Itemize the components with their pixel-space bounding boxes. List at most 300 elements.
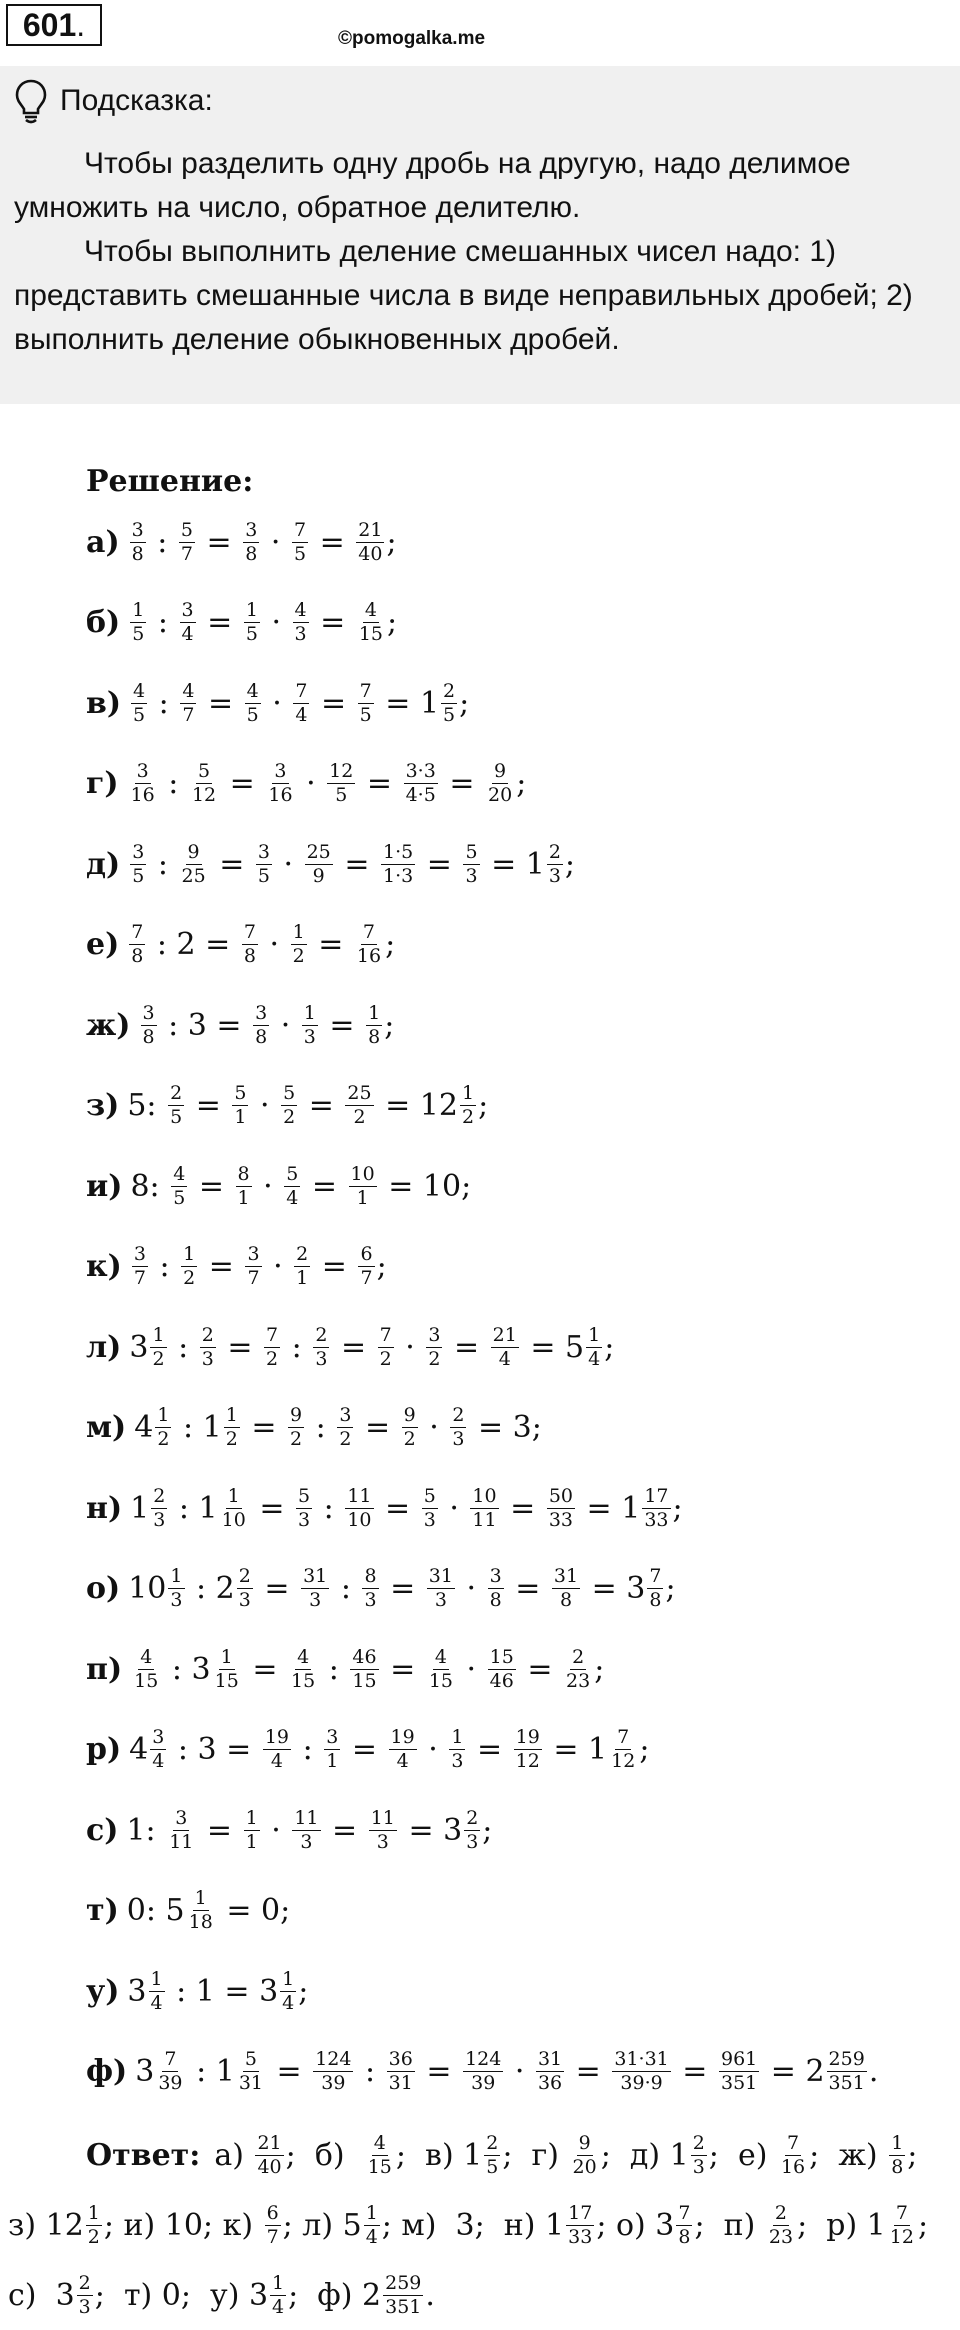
math-text: = (189, 1168, 234, 1204)
denominator: 39 (321, 2072, 346, 2095)
numerator: 5 (234, 1082, 247, 1105)
fraction (358, 679, 374, 726)
math-text: · (273, 846, 303, 882)
denominator: 12 (611, 1750, 636, 1773)
numerator: 4 (364, 599, 377, 622)
math-text: · (456, 1571, 486, 1607)
numerator: 7 (266, 1323, 279, 1346)
numerator: 4 (140, 1645, 153, 1668)
denominator: 40 (358, 542, 383, 565)
fraction (281, 1084, 297, 1127)
math-text: з) 12 (8, 2207, 84, 2243)
denominator: 23 (768, 2225, 794, 2248)
fraction (237, 1567, 253, 1610)
math-text: · (296, 766, 326, 802)
denominator: 9 (312, 864, 325, 887)
math-text: · (261, 524, 290, 560)
denominator: 3 (238, 1589, 251, 1612)
fraction (369, 1806, 397, 1853)
answer-line (8, 2190, 958, 2260)
row-label: с) (86, 1812, 119, 1848)
row-expression (128, 601, 397, 644)
math-text: ; г) (502, 2137, 569, 2173)
numerator: 4 (297, 1645, 310, 1668)
denominator: 4 (272, 2295, 285, 2318)
numerator: 1 (461, 1082, 475, 1105)
numerator: 7 (617, 1726, 630, 1749)
numerator: 3 (133, 1243, 146, 1266)
denominator: 5 (257, 864, 270, 887)
numerator: 2 (466, 1806, 479, 1829)
math-text: = (467, 1732, 512, 1768)
denominator: 3 (452, 1428, 465, 1451)
row-label: о) (86, 1571, 121, 1607)
denominator: 5 (486, 2155, 499, 2178)
denominator: 3 (303, 1025, 316, 1048)
denominator: 36 (537, 2072, 563, 2095)
row-label: л) (86, 1329, 122, 1365)
numerator: 3 (255, 1001, 268, 1024)
math-text: = (342, 1732, 387, 1768)
denominator: 3 (201, 1347, 214, 1370)
numerator: 9 (494, 760, 507, 783)
fraction (288, 1406, 304, 1449)
numerator: 50 (548, 1484, 574, 1507)
row-label: ф) (86, 2054, 128, 2090)
fraction (514, 1728, 542, 1771)
math-text: ; м) 3; н) 1 (381, 2207, 565, 2243)
denominator: 39 (471, 2072, 496, 2095)
denominator: 15 (352, 1669, 377, 1692)
denominator: 2 (403, 1428, 416, 1451)
denominator: 2 (283, 1106, 296, 1129)
denominator: 3 (170, 1589, 183, 1612)
math-text: ; (604, 1329, 615, 1365)
math-text: · (261, 605, 291, 641)
math-text: : 1 (169, 1490, 218, 1526)
denominator: 15 (367, 2155, 392, 2178)
row-label: а) (86, 524, 120, 560)
math-text: ; (516, 766, 527, 802)
fraction (345, 1484, 373, 1531)
row-expression (127, 1889, 290, 1932)
hint-panel (0, 66, 960, 404)
fraction (362, 1567, 378, 1610)
denominator: 2 (292, 945, 305, 968)
row-expression (127, 1967, 309, 2014)
math-text: · (271, 1007, 300, 1043)
fraction (364, 2201, 380, 2248)
numerator: 7 (379, 1323, 392, 1346)
fraction (130, 840, 146, 887)
fraction (150, 1728, 166, 1771)
fraction (676, 2201, 692, 2248)
solution-row (86, 1146, 956, 1227)
fraction (244, 1806, 260, 1853)
math-text: = (249, 1490, 295, 1526)
math-text: ; (907, 2137, 918, 2173)
math-text: 1: (126, 1812, 166, 1848)
math-text: ; п) (694, 2207, 765, 2243)
denominator: 3 (153, 1508, 166, 1531)
math-text: ; (594, 1651, 605, 1687)
fraction (491, 1323, 519, 1370)
denominator: 10 (347, 1508, 372, 1531)
fraction (387, 2050, 415, 2093)
denominator: 8 (245, 542, 258, 565)
fraction (547, 840, 563, 887)
exercise-number-box (6, 4, 102, 46)
denominator: 2 (266, 1347, 279, 1370)
row-expression (128, 1567, 675, 1610)
numerator: 2 (486, 2131, 499, 2154)
denominator: 16 (780, 2155, 806, 2178)
denominator: 4 (295, 703, 308, 726)
math-text: = (566, 2054, 611, 2090)
denominator: 2 (225, 1428, 238, 1451)
denominator: 8 (243, 945, 256, 968)
math-text: : (319, 1651, 349, 1687)
math-text: = (500, 1490, 545, 1526)
denominator: 12 (889, 2225, 914, 2248)
row-label: д) (86, 846, 121, 882)
math-text: ; д) 1 (600, 2137, 689, 2173)
denominator: 1 (237, 1186, 250, 1209)
numerator: 7 (164, 2048, 177, 2071)
numerator: 1 (891, 2131, 904, 2154)
row-expression (128, 518, 397, 565)
fraction (237, 2050, 265, 2093)
denominator: 4 (588, 1347, 601, 1370)
numerator: 4 (173, 1162, 186, 1185)
numerator: 15 (489, 1645, 514, 1668)
fraction (324, 1728, 340, 1771)
hint-title: Подсказка: (60, 84, 213, 117)
lightbulb-icon (14, 78, 48, 124)
fraction (647, 1567, 663, 1610)
numerator: 9 (403, 1404, 416, 1427)
solution-row (86, 1227, 956, 1308)
numerator: 1 (157, 1404, 170, 1427)
math-text: = (375, 1490, 420, 1526)
math-text: = 1 (375, 685, 440, 721)
numerator: 3 (132, 840, 145, 863)
numerator: 3 (131, 518, 144, 541)
math-text: = (331, 1329, 376, 1365)
fraction (547, 1484, 575, 1531)
fraction (292, 1806, 320, 1853)
math-text: = (308, 927, 353, 963)
math-text: ; (639, 1732, 650, 1768)
math-text: : 2 (186, 1571, 235, 1607)
numerator: 21 (492, 1323, 517, 1346)
denominator: 5 (245, 623, 258, 646)
numerator: 4 (133, 679, 146, 702)
denominator: 4 (181, 623, 194, 646)
numerator: 3 (181, 599, 194, 622)
denominator: 8 (131, 945, 144, 968)
solution-row (86, 1468, 956, 1549)
numerator: 3 (247, 1243, 260, 1266)
numerator: 5 (423, 1484, 436, 1507)
denominator: 2 (461, 1106, 475, 1129)
math-text: = (310, 605, 355, 641)
denominator: 3 (364, 1589, 377, 1612)
math-text: : 2 = (147, 927, 240, 963)
solution-row (86, 1710, 956, 1791)
denominator: 31 (238, 2072, 263, 2095)
denominator: 4 (498, 1347, 511, 1370)
numerator: 12 (329, 760, 354, 783)
numerator: 1 (245, 599, 258, 622)
row-label: н) (86, 1490, 123, 1526)
solution-title: Решение: (86, 464, 254, 499)
math-text: · (253, 1168, 283, 1204)
fraction (200, 1323, 216, 1370)
row-expression (129, 679, 470, 726)
fraction (404, 762, 438, 805)
math-text: = 0; (216, 1893, 291, 1929)
numerator: 5 (286, 1162, 299, 1185)
fraction (156, 2050, 184, 2093)
math-text: : (282, 1329, 312, 1365)
denominator: 33 (548, 1508, 574, 1531)
numerator: 3 (152, 1726, 165, 1749)
numerator: 17 (644, 1484, 669, 1507)
fraction (291, 923, 307, 966)
numerator: 11 (294, 1806, 319, 1829)
fraction (245, 1245, 261, 1288)
denominator: 8 (142, 1025, 155, 1048)
fraction (366, 2131, 394, 2178)
math-text: ; (478, 1088, 489, 1124)
row-label: ж) (86, 1007, 131, 1043)
denominator: 3 (376, 1830, 389, 1853)
math-text: = (197, 524, 242, 560)
denominator: 2 (87, 2225, 100, 2248)
fraction (284, 1162, 300, 1209)
solution-row (86, 1549, 956, 1630)
math-text: 3 (127, 1973, 147, 2009)
row-label: в) (86, 685, 122, 721)
numerator: 1 (282, 1967, 295, 1990)
numerator: 259 (828, 2048, 865, 2071)
denominator: 2 (183, 1267, 196, 1290)
math-text: : 3 (162, 1651, 211, 1687)
solution-row (86, 985, 956, 1066)
solution-row (86, 1066, 956, 1147)
math-text: = (672, 2054, 717, 2090)
denominator: 16 (268, 784, 293, 807)
fraction (220, 1484, 248, 1531)
fraction (564, 1645, 592, 1692)
numerator: 1 (245, 1806, 258, 1829)
solution-row (86, 824, 956, 905)
denominator: 15 (134, 1669, 159, 1692)
denominator: 1 (234, 1106, 247, 1129)
denominator: 15 (214, 1669, 239, 1692)
math-text: · (418, 1732, 448, 1768)
fraction (422, 1484, 438, 1531)
math-text: . (425, 2277, 435, 2313)
numerator: 1 (225, 1404, 238, 1427)
numerator: 7 (678, 2201, 691, 2224)
fraction (327, 762, 355, 805)
math-text: ; ж) (809, 2137, 888, 2173)
fraction (132, 1245, 148, 1288)
solution-row (86, 1307, 956, 1388)
fraction (180, 601, 196, 644)
fraction (889, 2131, 905, 2178)
denominator: 7 (133, 1267, 146, 1290)
denominator: 39 (158, 2072, 183, 2095)
math-text: = (217, 1329, 263, 1365)
fraction (224, 1406, 240, 1449)
math-text: ; ф) 2 (288, 2277, 382, 2313)
denominator: 351 (828, 2072, 865, 2095)
fraction (141, 1001, 157, 1048)
math-text: = 3 (398, 1812, 463, 1848)
denominator: 5 (170, 1106, 183, 1129)
fraction (484, 2131, 500, 2178)
fraction (586, 1323, 602, 1370)
math-text: = (241, 1410, 287, 1446)
numerator: 2 (452, 1404, 465, 1427)
solution-row (86, 1871, 956, 1952)
denominator: 15 (291, 1669, 316, 1692)
numerator: 2 (548, 840, 561, 863)
numerator: 31·31 (614, 2048, 669, 2071)
fraction (357, 601, 385, 644)
denominator: 11 (472, 1508, 497, 1531)
math-text: = (267, 2054, 312, 2090)
fraction (356, 518, 384, 565)
fraction (86, 2201, 102, 2248)
fraction (265, 2201, 281, 2248)
denominator: 4 (152, 1750, 165, 1773)
fraction (266, 762, 294, 805)
solution-row (86, 583, 956, 664)
fraction (488, 1567, 504, 1610)
math-text: = (186, 1088, 231, 1124)
fraction (130, 518, 146, 565)
row-label: з) (86, 1088, 120, 1124)
row-label: б) (86, 605, 121, 641)
answer-block (8, 2120, 958, 2330)
numerator: 3 (274, 760, 287, 783)
numerator: 19 (390, 1726, 415, 1749)
denominator: 2 (379, 1347, 392, 1370)
fraction (719, 2050, 759, 2093)
math-text: = (199, 1249, 244, 1285)
denominator: 8 (649, 1589, 662, 1612)
fraction (187, 1889, 215, 1932)
fraction (450, 1406, 466, 1449)
numerator: 2 (774, 2201, 788, 2224)
math-text: : 3 = (168, 1732, 261, 1768)
math-text: 8: (130, 1168, 170, 1204)
fraction (767, 2201, 795, 2248)
numerator: 1 (451, 1726, 464, 1749)
hint-paragraph-2: Чтобы выполнить деление смешанных чисел надо: 1) представить смешанные числа в виде неправильных дробей; 2) выполнить деление обыкновенных дробей. (14, 235, 913, 356)
math-text: = (517, 1651, 563, 1687)
denominator: 351 (385, 2295, 422, 2318)
answer-expression (214, 2131, 918, 2178)
math-text: ; (387, 605, 398, 641)
math-text: = (310, 524, 355, 560)
denominator: 8 (489, 1589, 502, 1612)
fraction (449, 1728, 465, 1771)
answer-expression (8, 2271, 435, 2318)
fraction (245, 679, 261, 726)
numerator: 8 (237, 1162, 250, 1185)
numerator: 1 (194, 1887, 207, 1910)
solution-row (86, 744, 956, 825)
fraction (488, 1645, 516, 1692)
numerator: 9 (187, 840, 200, 863)
fraction (244, 601, 260, 644)
denominator: 5 (173, 1186, 186, 1209)
numerator: 2 (78, 2271, 91, 2294)
math-text: 10 (128, 1571, 167, 1607)
denominator: 3 (300, 1830, 313, 1853)
denominator: 10 (221, 1508, 246, 1531)
numerator: 4 (182, 679, 195, 702)
denominator: 3 (466, 1830, 479, 1853)
numerator: 1 (227, 1484, 240, 1507)
fraction (463, 840, 479, 887)
fraction (167, 1806, 195, 1853)
row-expression (128, 840, 576, 887)
denominator: 20 (488, 784, 513, 807)
math-text: : (149, 1249, 180, 1285)
fraction (264, 1323, 280, 1370)
math-text: = 12 (375, 1088, 458, 1124)
numerator: 1·5 (383, 840, 414, 863)
fraction (180, 679, 196, 726)
numerator: 7 (649, 1565, 662, 1588)
denominator: 18 (188, 1911, 213, 1934)
fraction (305, 840, 333, 887)
row-label: г) (86, 766, 119, 802)
math-text: = (334, 846, 379, 882)
numerator: 3 (245, 518, 258, 541)
numerator: 25 (306, 840, 331, 863)
solution-row (86, 1388, 956, 1469)
numerator: 10 (350, 1162, 375, 1185)
row-expression (135, 2050, 878, 2093)
denominator: 4 (150, 1991, 163, 2014)
fraction (77, 2271, 93, 2318)
numerator: 7 (293, 518, 307, 541)
row-label: м) (86, 1410, 127, 1446)
numerator: 5 (244, 2048, 257, 2071)
fraction (151, 1484, 167, 1531)
row-label: к) (86, 1249, 122, 1285)
math-text: = 2 (761, 2054, 825, 2090)
math-text: · (457, 1651, 486, 1687)
numerator: 7 (295, 679, 308, 702)
denominator: 1 (245, 1830, 258, 1853)
numerator: 1 (87, 2201, 100, 2224)
math-text: ; в) 1 (395, 2137, 483, 2173)
solution-row (86, 905, 956, 986)
row-expression (130, 1245, 387, 1288)
numerator: 2 (315, 1323, 328, 1346)
numerator: 1 (365, 2201, 378, 2224)
fraction (213, 1645, 241, 1692)
numerator: 961 (720, 2048, 758, 2071)
